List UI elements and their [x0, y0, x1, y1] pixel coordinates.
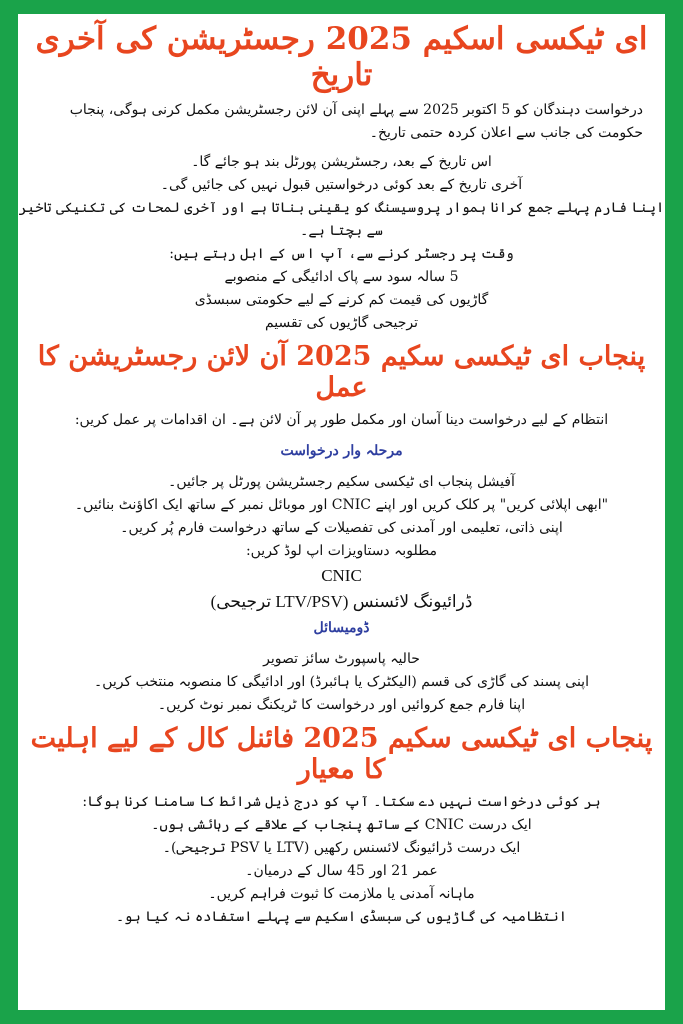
section1-line: وقت پر رجسٹر کرنے سے، آپ اس کے اہل رہتے ہیں: — [169, 246, 514, 263]
section2-subheading: مرحلہ وار درخواست — [280, 443, 403, 460]
section3-line: ماہانہ آمدنی یا ملازمت کا ثبوت فراہم کریں۔ — [208, 886, 475, 903]
section1-intro: درخواست دہندگان کو 5 اکتوبر 2025 سے پہلے اپنی آن لائن رجسٹریشن مکمل کرنی ہوگی، پنجاب حکومت کی جانب سے اعلان کردہ حتمی تاریخ۔ — [69, 102, 643, 142]
section2-title: پنجاب ای ٹیکسی سکیم 2025 آن لائن رجسٹریشن کا عمل — [37, 341, 646, 404]
doc-domicile: ڈومیسائل — [313, 620, 370, 637]
section3-title: پنجاب ای ٹیکسی سکیم 2025 فائنل کال کے لیے اہلیت کا معیار — [30, 723, 653, 786]
section2-step: مطلوبہ دستاویزات اپ لوڈ کریں: — [245, 543, 438, 560]
section2-step: حالیہ پاسپورٹ سائز تصویر — [263, 651, 420, 668]
doc-license: ڈرائیونگ لائسنس (LTV/PSV ترجیحی) — [210, 592, 473, 612]
section1-line: 5 سالہ سود سے پاک ادائیگی کے منصوبے — [224, 269, 459, 286]
section3-line: انتظامیہ کی گاڑیوں کی سبسڈی اسکیم سے پہلے استفادہ نہ کیا ہو۔ — [116, 909, 567, 926]
section2-step: اپنا فارم جمع کروائیں اور درخواست کا ٹریکنگ نمبر نوٹ کریں۔ — [157, 697, 526, 714]
section2-step: آفیشل پنجاب ای ٹیکسی سکیم رجسٹریشن پورٹل پر جائیں۔ — [168, 474, 515, 491]
section3-line: ایک درست CNIC کے ساتھ پنجاب کے علاقے کے رہائشی ہوں۔ — [151, 817, 532, 834]
article-panel — [18, 14, 665, 1010]
section3-line: ایک درست ڈرائیونگ لائسنس رکھیں (LTV یا PSV ترجیحی)۔ — [162, 840, 521, 857]
section2-step: "ابھی اپلائی کریں" پر کلک کریں اور اپنے CNIC اور موبائل نمبر کے ساتھ ایک اکاؤنٹ بنائیں۔ — [74, 497, 609, 514]
section2-step: اپنی پسند کی گاڑی کی قسم (الیکٹرک یا ہائبرڈ) اور ادائیگی کا منصوبہ منتخب کریں۔ — [94, 674, 589, 691]
section1-line: آخری تاریخ کے بعد کوئی درخواستیں قبول نہیں کی جائیں گی۔ — [160, 177, 523, 194]
section2-intro: انتظام کے لیے درخواست دینا آسان اور مکمل طور پر آن لائن ہے۔ ان اقدامات پر عمل کریں: — [74, 412, 609, 429]
section1-line: اس تاریخ کے بعد، رجسٹریشن پورٹل بند ہو جائے گا۔ — [191, 154, 492, 171]
section1-title: ای ٹیکسی اسکیم 2025 رجسٹریشن کی آخری تاریخ — [35, 21, 648, 93]
doc-cnic: CNIC — [321, 566, 362, 586]
section3-intro: ہر کوئی درخواست نہیں دے سکتا۔ آپ کو درج ذیل شرائط کا سامنا کرنا ہوگا: — [82, 794, 601, 811]
section1-line: گاڑیوں کی قیمت کم کرنے کے لیے حکومتی سبسڈی — [194, 292, 489, 309]
section3-line: عمر 21 اور 45 سال کے درمیان۔ — [245, 863, 438, 880]
section1-line: ترجیحی گاڑیوں کی تقسیم — [264, 315, 418, 332]
section2-step: اپنی ذاتی، تعلیمی اور آمدنی کی تفصیلات کے ساتھ درخواست فارم پُر کریں۔ — [120, 520, 563, 537]
section1-line: اپنا فارم پہلے جمع کرانا ہموار پروسیسنگ کو یقینی بناتا ہے اور آخری لمحات کی تکنیکی تاخیر سے بچتا ہے۔ — [18, 200, 665, 240]
